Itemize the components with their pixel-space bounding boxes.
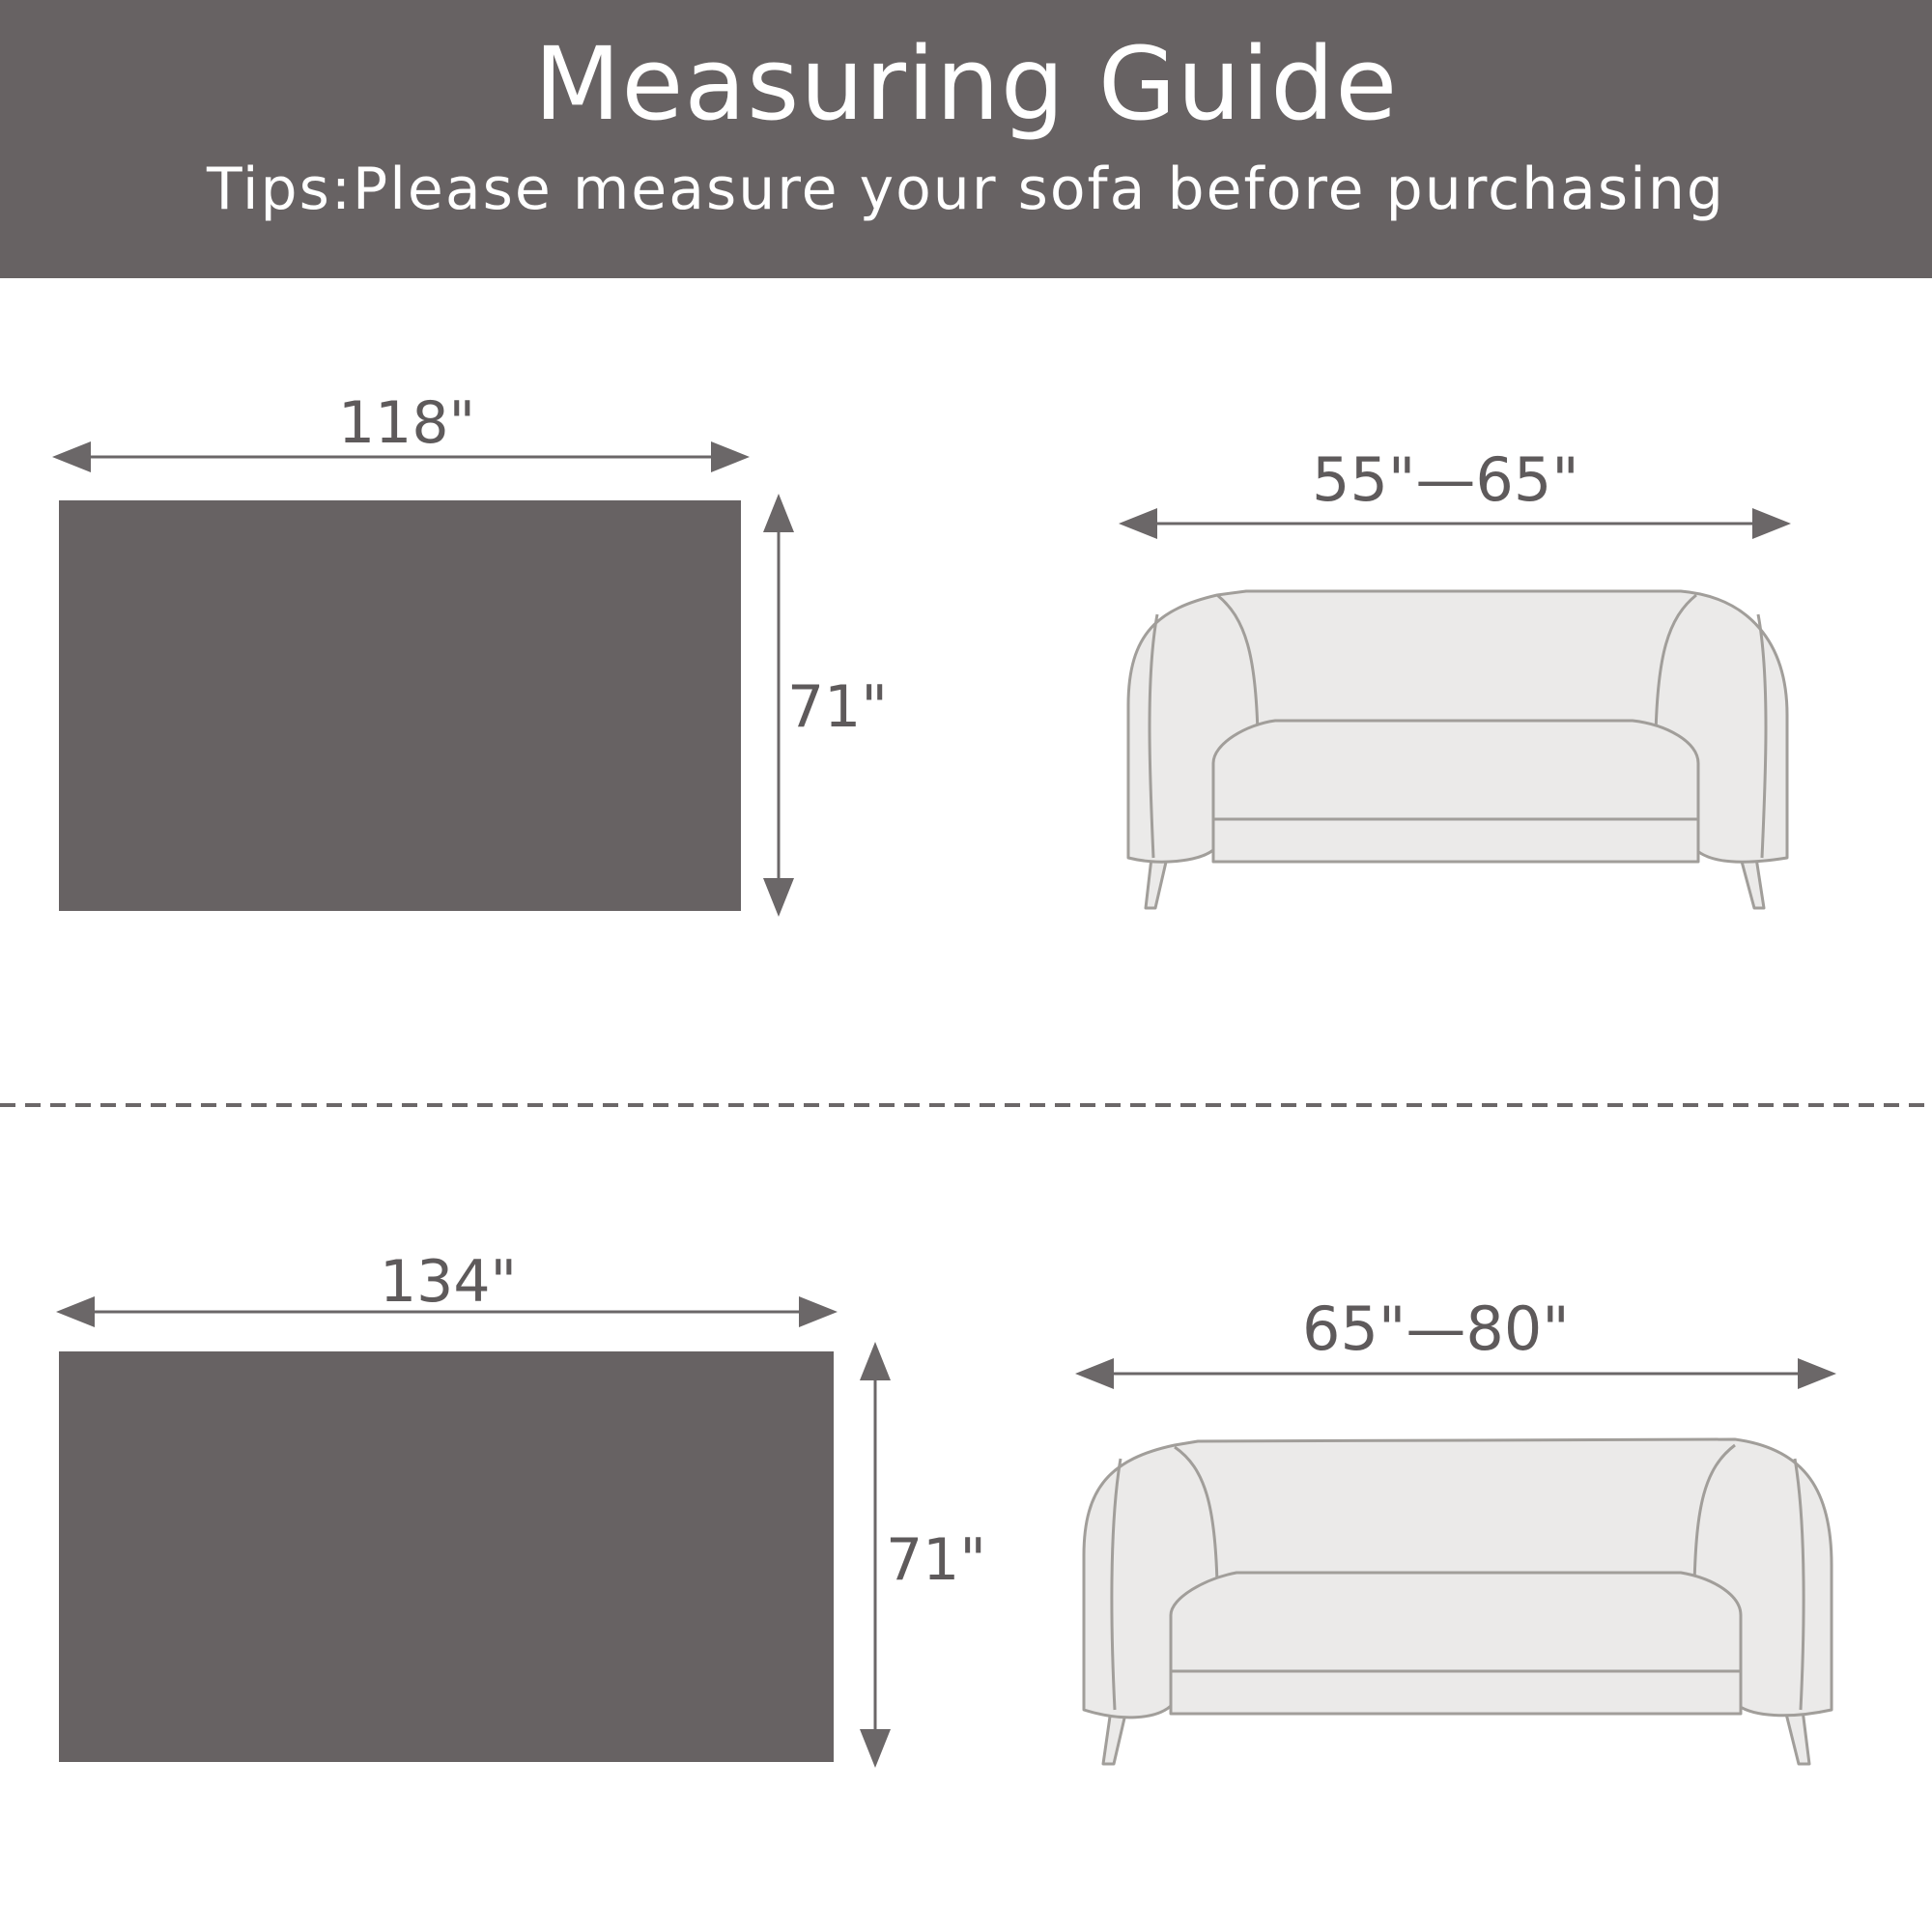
fabric-width-label-large: 134" (380, 1248, 518, 1316)
fabric-height-label-small: 71" (787, 673, 888, 741)
page-title: Measuring Guide (533, 25, 1399, 143)
fabric-height-label-large: 71" (886, 1526, 986, 1594)
page-subtitle: Tips:Please measure your sofa before purchasing (207, 156, 1725, 223)
sofa-width-label-large: 65"—80" (1302, 1293, 1570, 1364)
sofa-width-label-small: 55"—65" (1312, 444, 1579, 515)
sofa-illustration-large (1084, 1439, 1832, 1764)
fabric-width-label-small: 118" (338, 389, 476, 457)
sofa-illustration-small (1128, 591, 1787, 908)
